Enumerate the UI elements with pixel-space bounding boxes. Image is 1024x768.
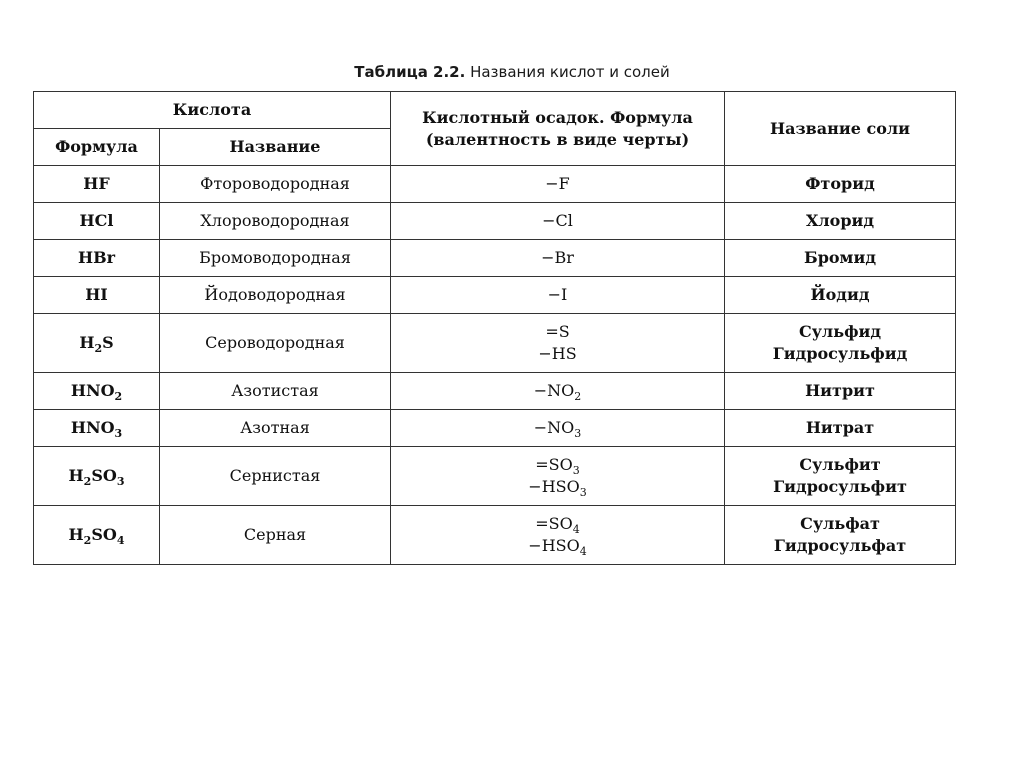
residue-line bbox=[391, 247, 724, 269]
salt-name: Нитрит bbox=[805, 381, 875, 400]
acid-residue-cell bbox=[391, 277, 725, 314]
salt-name: Гидросульфит bbox=[773, 477, 907, 496]
acid-residue-cell bbox=[391, 240, 725, 277]
salt-name: Сульфит bbox=[799, 455, 881, 474]
acid-formula-cell bbox=[34, 277, 160, 314]
table-row bbox=[34, 506, 956, 565]
formula-text: HF bbox=[83, 174, 110, 193]
formula-subscript: 2 bbox=[94, 342, 103, 355]
salt-name: Сульфид bbox=[798, 322, 882, 341]
residue-line bbox=[391, 173, 724, 195]
formula-subscript: 3 bbox=[114, 427, 123, 440]
residue-subscript: 3 bbox=[579, 486, 587, 499]
residue-text: −I bbox=[547, 285, 568, 304]
formula-subscript: 2 bbox=[114, 390, 123, 403]
residue-line bbox=[391, 210, 724, 232]
salt-name-cell bbox=[725, 314, 956, 373]
residue-text: =S bbox=[545, 322, 570, 341]
residue-text: −F bbox=[545, 174, 570, 193]
table-row bbox=[34, 373, 956, 410]
formula-text: HBr bbox=[77, 248, 116, 267]
residue-header bbox=[391, 92, 725, 166]
acid-residue-cell bbox=[391, 447, 725, 506]
acid-name-cell: Хлороводородная bbox=[160, 203, 391, 240]
salt-name-cell bbox=[725, 203, 956, 240]
formula-text: H bbox=[79, 333, 95, 352]
formula-text: H bbox=[68, 466, 84, 485]
formula-text: SO bbox=[91, 525, 117, 544]
residue-header-line1: Кислотный осадок. Формула bbox=[422, 107, 693, 127]
table-caption bbox=[0, 63, 1024, 81]
table-row bbox=[34, 447, 956, 506]
residue-line bbox=[391, 343, 724, 365]
residue-text: −NO bbox=[533, 381, 575, 400]
formula-text: HCl bbox=[79, 211, 114, 230]
salt-name-cell bbox=[725, 240, 956, 277]
residue-line bbox=[391, 321, 724, 343]
residue-subscript: 4 bbox=[572, 523, 580, 536]
formula-text: H bbox=[68, 525, 84, 544]
caption-number: Таблица 2.2. bbox=[354, 63, 466, 81]
acid-name-cell: Бромоводородная bbox=[160, 240, 391, 277]
salt-name: Йодид bbox=[810, 285, 870, 304]
acid-residue-cell bbox=[391, 373, 725, 410]
residue-header-line2: (валентность в виде черты) bbox=[425, 129, 690, 149]
acid-residue-cell bbox=[391, 506, 725, 565]
acid-formula-cell bbox=[34, 410, 160, 447]
salt-name: Гидросульфат bbox=[773, 536, 907, 555]
formula-subscript: 4 bbox=[116, 534, 125, 547]
salt-name: Нитрат bbox=[805, 418, 875, 437]
acid-name-cell: Азотная bbox=[160, 410, 391, 447]
residue-line bbox=[391, 454, 724, 476]
table-row bbox=[34, 314, 956, 373]
acid-name-cell: Азотистая bbox=[160, 373, 391, 410]
residue-text: −HS bbox=[538, 344, 577, 363]
formula-text: HI bbox=[85, 285, 108, 304]
residue-line bbox=[391, 380, 724, 402]
table-body bbox=[34, 166, 956, 565]
formula-subscript: 3 bbox=[116, 475, 125, 488]
acid-formula-cell bbox=[34, 240, 160, 277]
salt-header: Название соли bbox=[725, 92, 956, 166]
acid-name-cell: Сероводородная bbox=[160, 314, 391, 373]
residue-text: −HSO bbox=[528, 477, 580, 496]
table-row bbox=[34, 277, 956, 314]
salt-name-cell bbox=[725, 447, 956, 506]
residue-text: −Br bbox=[541, 248, 574, 267]
acid-formula-cell bbox=[34, 166, 160, 203]
salt-name: Бромид bbox=[804, 248, 876, 267]
formula-subscript: 2 bbox=[83, 475, 92, 488]
residue-line bbox=[391, 513, 724, 535]
table-row bbox=[34, 203, 956, 240]
residue-subscript: 4 bbox=[579, 545, 587, 558]
formula-subscript: 2 bbox=[83, 534, 92, 547]
acid-residue-cell bbox=[391, 410, 725, 447]
salt-name-cell bbox=[725, 166, 956, 203]
acid-residue-cell bbox=[391, 166, 725, 203]
residue-subscript: 3 bbox=[572, 464, 580, 477]
salt-name: Хлорид bbox=[805, 211, 875, 230]
residue-text: −HSO bbox=[528, 536, 580, 555]
residue-text: =SO bbox=[535, 514, 573, 533]
formula-text: S bbox=[102, 333, 114, 352]
residue-line bbox=[391, 284, 724, 306]
formula-text: HNO bbox=[70, 381, 115, 400]
residue-subscript: 2 bbox=[574, 390, 582, 403]
acid-name-cell: Серная bbox=[160, 506, 391, 565]
acid-name-cell: Фтороводородная bbox=[160, 166, 391, 203]
residue-text: −Cl bbox=[542, 211, 573, 230]
name-header: Название bbox=[160, 129, 391, 166]
acid-formula-cell bbox=[34, 447, 160, 506]
caption-text: Названия кислот и солей bbox=[465, 63, 670, 81]
acid-formula-cell bbox=[34, 506, 160, 565]
residue-line bbox=[391, 535, 724, 557]
formula-header: Формула bbox=[34, 129, 160, 166]
formula-text: HNO bbox=[70, 418, 115, 437]
formula-text: SO bbox=[91, 466, 117, 485]
acid-formula-cell bbox=[34, 203, 160, 240]
acid-formula-cell bbox=[34, 373, 160, 410]
salt-name: Сульфат bbox=[800, 514, 880, 533]
acid-formula-cell bbox=[34, 314, 160, 373]
table-row bbox=[34, 240, 956, 277]
acids-salts-table bbox=[33, 91, 956, 565]
salt-name-cell bbox=[725, 373, 956, 410]
salt-name-cell bbox=[725, 277, 956, 314]
salt-name: Фторид bbox=[805, 174, 875, 193]
acid-residue-cell bbox=[391, 314, 725, 373]
acid-residue-cell bbox=[391, 203, 725, 240]
residue-text: −NO bbox=[533, 418, 575, 437]
salt-name-cell bbox=[725, 506, 956, 565]
header-row bbox=[34, 92, 956, 129]
table-row bbox=[34, 410, 956, 447]
acid-header: Кислота bbox=[34, 92, 391, 129]
residue-subscript: 3 bbox=[574, 427, 582, 440]
residue-line bbox=[391, 417, 724, 439]
residue-line bbox=[391, 476, 724, 498]
salt-name-cell bbox=[725, 410, 956, 447]
acid-name-cell: Сернистая bbox=[160, 447, 391, 506]
acid-name-cell: Йодоводородная bbox=[160, 277, 391, 314]
salt-name: Гидросульфид bbox=[772, 344, 908, 363]
table-row bbox=[34, 166, 956, 203]
residue-text: =SO bbox=[535, 455, 573, 474]
